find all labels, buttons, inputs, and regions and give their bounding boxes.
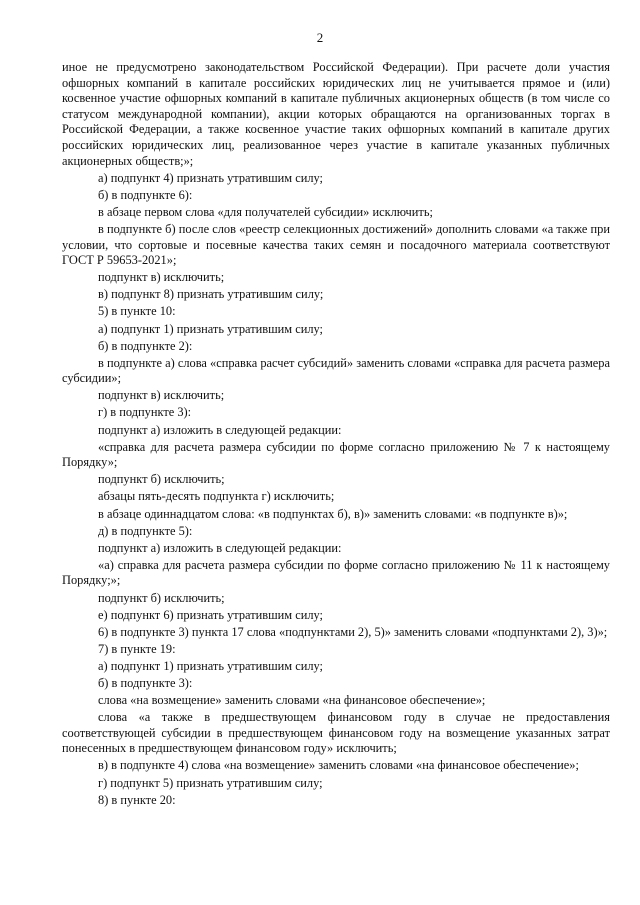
paragraph: а) подпункт 1) признать утратившим силу; [98,658,323,673]
paragraph: в абзаце одиннадцатом слова: «в подпунктах б), в)» заменить словами: «в подпункте в)»; [98,506,568,521]
paragraph: подпункт в) исключить; [98,270,225,285]
paragraph: слова «на возмещение» заменить словами «на финансовое обеспечение»; [98,693,486,708]
paragraph: в абзаце первом слова «для получателей субсидии» исключить; [98,204,433,219]
paragraph: е) подпункт 6) признать утратившим силу; [98,607,323,622]
paragraph: подпункт б) исключить; [98,472,225,487]
paragraph: д) в подпункте 5): [98,523,193,538]
paragraph: в подпункте а) слова «справка расчет субсидий» заменить словами «справка для расчета размера субсидии»; [62,355,610,386]
paragraph: подпункт а) изложить в следующей редакции: [98,422,342,437]
page-number: 2 [316,30,324,45]
paragraph: г) в подпункте 3): [98,405,192,420]
paragraph: «справка для расчета размера субсидии по форме согласно приложению № 7 к настоящему Порядку»; [62,439,610,470]
paragraph: 8) в пункте 20: [98,792,176,807]
paragraph: в) в подпункте 4) слова «на возмещение» заменить словами «на финансовое обеспечение»; [98,758,579,773]
paragraph: а) подпункт 1) признать утратившим силу; [98,321,323,336]
paragraph: подпункт в) исключить; [98,388,225,403]
paragraph: б) в подпункте 2): [98,338,193,353]
paragraph: абзацы пять-десять подпункта г) исключить; [98,489,335,504]
paragraph: б) в подпункте 6): [98,187,193,202]
paragraph: б) в подпункте 3): [98,675,193,690]
paragraph: подпункт б) исключить; [98,590,225,605]
paragraph: «а) справка для расчета размера субсидии по форме согласно приложению № 11 к настоящему Порядку;»; [62,557,610,588]
paragraph: подпункт а) изложить в следующей редакции: [98,540,342,555]
paragraph: г) подпункт 5) признать утратившим силу; [98,775,323,790]
paragraph: 5) в пункте 10: [98,304,176,319]
paragraph: 6) в подпункте 3) пункта 17 слова «подпунктами 2), 5)» заменить словами «подпунктами 2), 3)»; [98,624,608,639]
paragraph: в подпункте б) после слов «реестр селекционных достижений» дополнить словами «а также при условии, что сортовые и посевные качества таких семян и посадочного материала соответствуют ГОСТ Р 59653-2021»; [62,221,610,268]
paragraph: 7) в пункте 19: [98,641,176,656]
paragraph: а) подпункт 4) признать утратившим силу; [98,170,323,185]
document-body [62,60,610,810]
paragraph: в) подпункт 8) признать утратившим силу; [98,287,324,302]
paragraph: иное не предусмотрено законодательством Российской Федерации). При расчете доли участия офшорных компаний в капитале российских юридических лиц не учитывается прямое и (или) косвенное участие офшорных компаний в капитале публичных акционерных обществ (в том числе со статусом международной компании), акции которых обращаются на организованных торгах в Российской Федерации, а также косвенное участие таких офшорных компаний в капитале других российских юридических лиц, реализованное через участие в капитале указанных публичных акционерных обществ;»; [62,60,610,168]
paragraph: слова «а также в предшествующем финансовом году в случае не предоставления соответствующей субсидии в предшествующем финансовом году на возмещение указанных затрат понесенных в предшествующем финансовом году» исключить; [62,710,610,756]
